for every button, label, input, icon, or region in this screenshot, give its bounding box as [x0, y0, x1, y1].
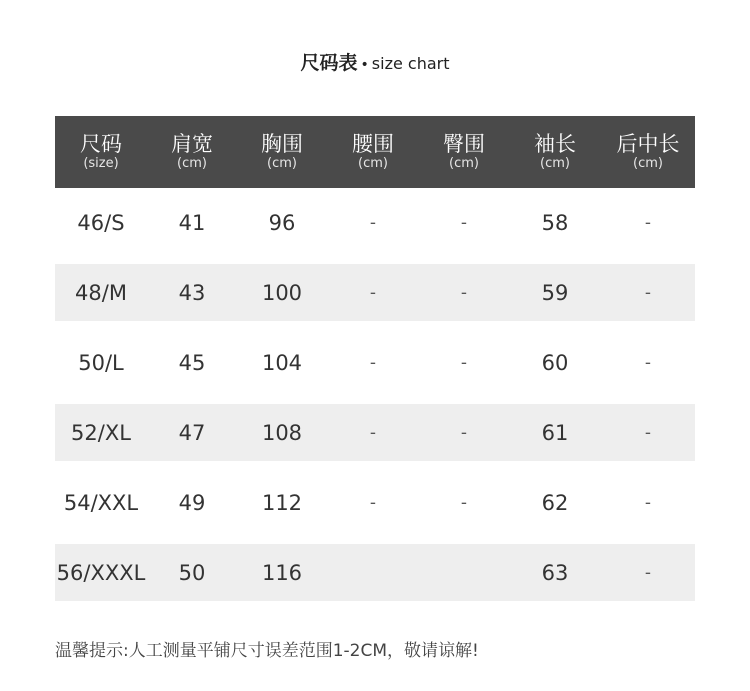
- cell-waist: -: [369, 353, 377, 373]
- cell-back-length: -: [644, 353, 652, 373]
- header-chest: [237, 132, 327, 172]
- cell-sleeve: 63: [541, 560, 569, 585]
- cell-size: 50/L: [78, 351, 124, 375]
- cell-chest: 108: [261, 420, 303, 445]
- header-unit: (size): [83, 156, 119, 171]
- header-label: 后中长: [616, 132, 680, 156]
- cell-waist: -: [369, 213, 377, 233]
- header-unit: (cm): [267, 156, 297, 171]
- table-row: [55, 404, 695, 461]
- table-header: [55, 116, 695, 188]
- cell-chest: 100: [261, 280, 303, 305]
- cell-back-length: -: [644, 213, 652, 233]
- header-label: 胸围: [261, 132, 303, 156]
- cell-chest: 116: [261, 560, 303, 585]
- title-separator: •: [360, 57, 369, 73]
- table-row: [55, 264, 695, 321]
- cell-waist: -: [369, 282, 377, 303]
- table-row: [55, 328, 695, 398]
- cell-shoulder: 43: [178, 280, 206, 305]
- cell-size: 54/XXL: [63, 491, 139, 515]
- cell-chest: 96: [268, 211, 296, 235]
- cell-hip: -: [460, 353, 468, 373]
- table-row: [55, 468, 695, 538]
- cell-sleeve: 60: [541, 351, 569, 375]
- measurement-note: 温馨提示:人工测量平铺尺寸误差范围1-2CM，敬请谅解!: [55, 641, 479, 661]
- title-en: size chart: [371, 54, 450, 73]
- cell-waist: -: [369, 422, 377, 443]
- cell-back-length: -: [644, 422, 652, 443]
- header-label: 肩宽: [171, 132, 213, 156]
- cell-chest: 104: [261, 351, 303, 375]
- header-unit: (cm): [358, 156, 388, 171]
- cell-hip: -: [460, 213, 468, 233]
- cell-shoulder: 41: [178, 211, 206, 235]
- cell-sleeve: 58: [541, 211, 569, 235]
- page-title: [0, 48, 750, 75]
- table-row: [55, 544, 695, 601]
- header-label: 腰围: [352, 132, 394, 156]
- table-row: [55, 188, 695, 258]
- cell-hip: -: [460, 493, 468, 513]
- cell-chest: 112: [261, 491, 303, 515]
- cell-back-length: -: [644, 562, 652, 583]
- cell-hip: -: [460, 422, 468, 443]
- cell-size: 48/M: [75, 280, 127, 305]
- header-unit: (cm): [540, 156, 570, 171]
- cell-waist: -: [369, 493, 377, 513]
- cell-sleeve: 62: [541, 491, 569, 515]
- header-label: 袖长: [534, 132, 576, 156]
- header-size: [55, 132, 147, 172]
- header-unit: (cm): [449, 156, 479, 171]
- header-hip: [419, 132, 509, 172]
- header-sleeve: [509, 132, 601, 172]
- cell-sleeve: 59: [541, 280, 569, 305]
- cell-size: 52/XL: [71, 420, 131, 445]
- cell-size: 56/XXXL: [56, 560, 146, 585]
- header-label: 臀围: [443, 132, 485, 156]
- cell-size: 46/S: [77, 211, 125, 235]
- cell-shoulder: 50: [178, 560, 206, 585]
- header-unit: (cm): [177, 156, 207, 171]
- title-cn: 尺码表: [300, 52, 358, 74]
- cell-shoulder: 49: [178, 491, 206, 515]
- cell-sleeve: 61: [541, 420, 569, 445]
- cell-back-length: -: [644, 282, 652, 303]
- header-label: 尺码: [80, 132, 122, 156]
- header-unit: (cm): [633, 156, 663, 171]
- cell-back-length: -: [644, 493, 652, 513]
- header-back-length: [601, 132, 695, 172]
- size-table: [55, 116, 695, 608]
- header-shoulder: [147, 132, 237, 172]
- header-waist: [327, 132, 419, 172]
- cell-shoulder: 47: [178, 420, 206, 445]
- cell-hip: -: [460, 282, 468, 303]
- cell-shoulder: 45: [178, 351, 206, 375]
